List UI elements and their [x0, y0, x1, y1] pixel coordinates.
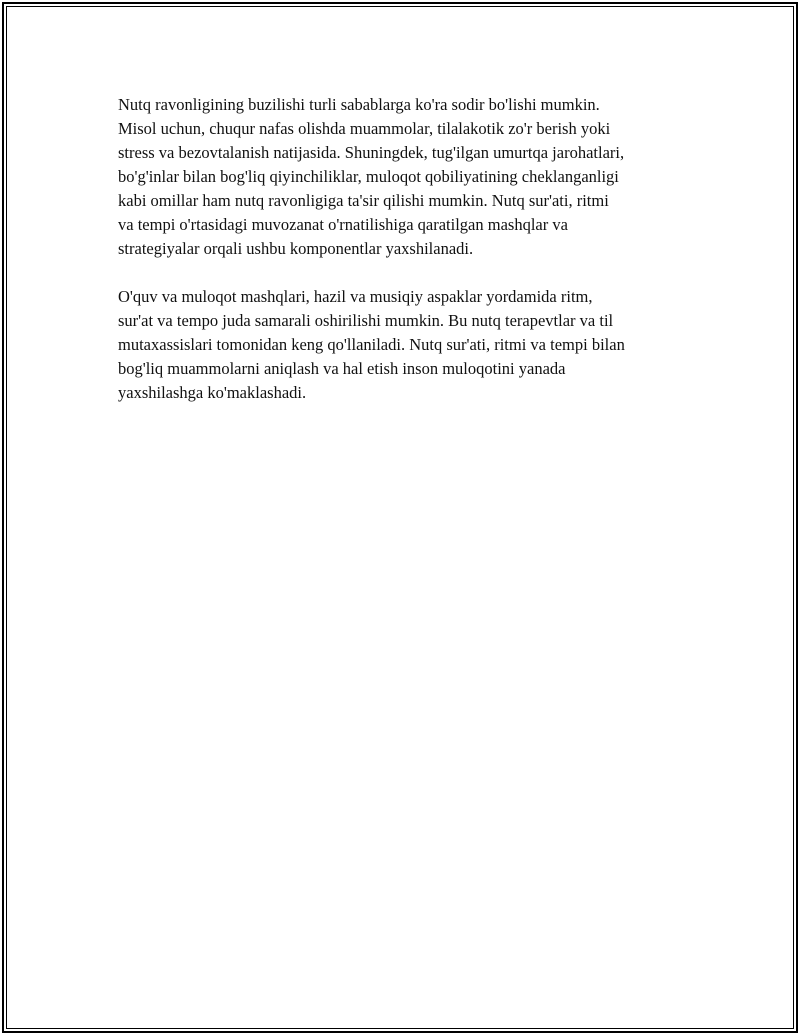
- paragraph-line: O'quv va muloqot mashqlari, hazil va musiqiy aspaklar yordamida ritm,: [118, 287, 593, 306]
- paragraph-line: Nutq ravonligining buzilishi turli sabablarga ko'ra sodir bo'lishi mumkin.: [118, 95, 600, 114]
- paragraph-line: yaxshilashga ko'maklashadi.: [118, 383, 307, 402]
- paragraph-line: bog'liq muammolarni aniqlash va hal etish inson muloqotini yanada: [118, 359, 566, 378]
- paragraph-line: va tempi o'rtasidagi muvozanat o'rnatilishiga qaratilgan mashqlar va: [118, 215, 568, 234]
- paragraph-line: Misol uchun, chuqur nafas olishda muammolar, tilalakotik zo'r berish yoki: [118, 119, 611, 138]
- paragraph-line: kabi omillar ham nutq ravonligiga ta'sir qilishi mumkin. Nutq sur'ati, ritmi: [118, 191, 609, 210]
- paragraph-line: strategiyalar orqali ushbu komponentlar yaxshilanadi.: [118, 239, 474, 258]
- paragraph-line: stress va bezovtalanish natijasida. Shuningdek, tug'ilgan umurtqa jarohatlari,: [118, 143, 625, 162]
- paragraph-line: mutaxassislari tomonidan keng qo'llaniladi. Nutq sur'ati, ritmi va tempi bilan: [118, 335, 625, 354]
- paragraph-line: bo'g'inlar bilan bog'liq qiyinchiliklar, muloqot qobiliyatining cheklanganligi: [118, 167, 619, 186]
- paragraph-1: [118, 93, 698, 261]
- paragraph-line: sur'at va tempo juda samarali oshirilishi mumkin. Bu nutq terapevtlar va til: [118, 311, 614, 330]
- paragraph-2: [118, 285, 698, 405]
- document-body: [118, 93, 698, 429]
